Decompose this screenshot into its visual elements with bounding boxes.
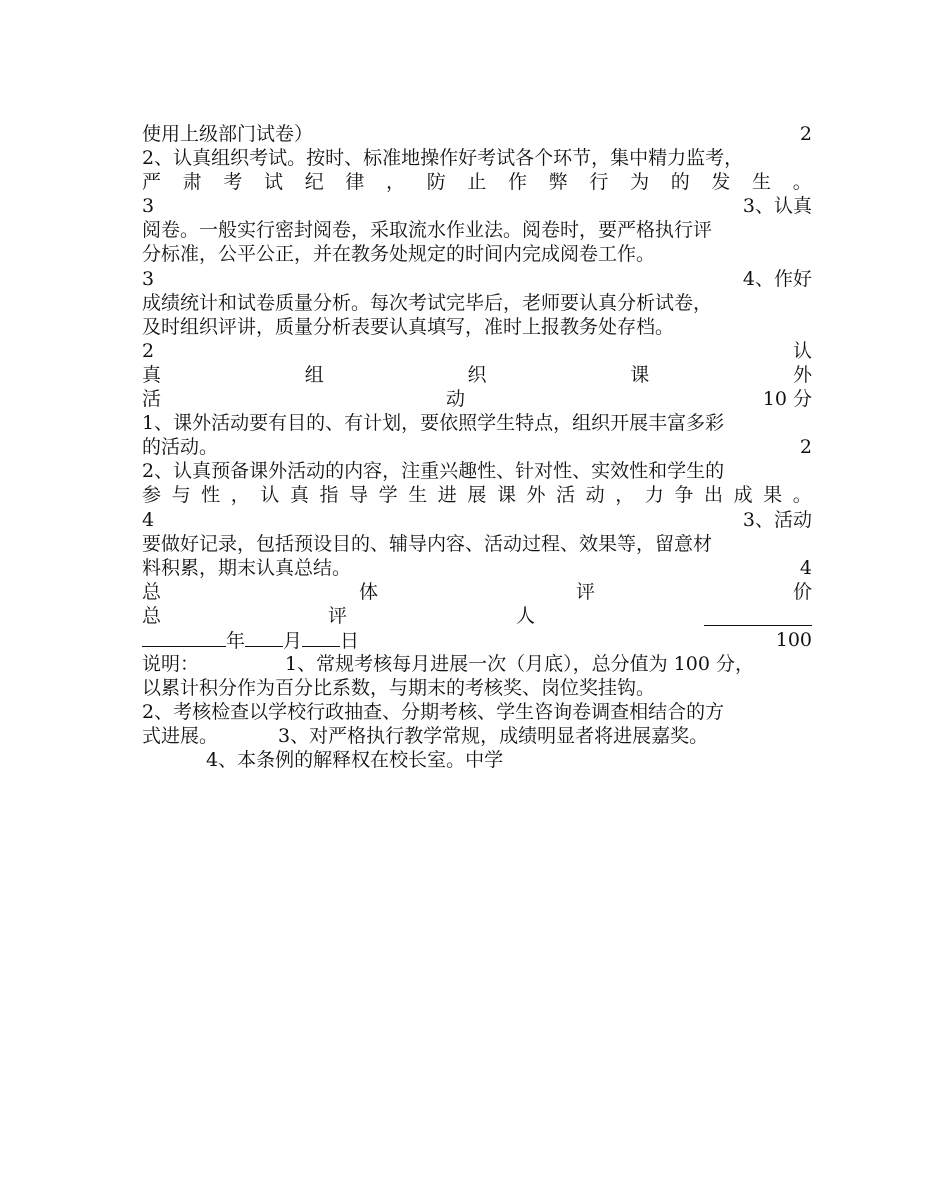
justified-line (142, 170, 812, 194)
char: 生 (752, 171, 772, 194)
char: 力 (644, 484, 664, 507)
char: 组 (304, 363, 324, 386)
justified-line (142, 483, 812, 507)
text-segment: 1、常规考核每月进展一次（月底），总分值为 100 分， (285, 653, 754, 676)
char: 总 (142, 580, 162, 603)
char: 。 (792, 171, 812, 194)
score-number: 2 (799, 436, 812, 459)
char: ， (615, 484, 635, 507)
month-label: 月 (283, 629, 303, 652)
char: 止 (467, 171, 487, 194)
char: 认 (260, 484, 280, 507)
char: 真 (142, 363, 162, 386)
char: 弊 (548, 171, 568, 194)
date-line (142, 628, 812, 652)
justified-line (142, 363, 812, 387)
text-line: 及时组织评讲，质量分析表要认真填写，准时上报教务处存档。 (142, 315, 675, 338)
char: 课 (496, 484, 516, 507)
text-line: 成绩统计和试卷质量分析。每次考试完毕后，老师要认真分析试卷， (142, 291, 713, 314)
text-line (142, 194, 812, 218)
date-blank (245, 628, 283, 647)
signature-blank (704, 607, 812, 626)
char: 防 (426, 171, 446, 194)
date-blank (142, 628, 226, 647)
char: 评 (328, 604, 348, 627)
score-number: 2 (142, 339, 155, 362)
char: 动 (446, 388, 466, 411)
score-number: 2 (799, 123, 812, 145)
text-line (142, 435, 812, 459)
char: 发 (711, 171, 731, 194)
text-segment: 料积累，期末认真总结。 (142, 556, 352, 579)
char: 生 (408, 484, 428, 507)
score-number: 4 (142, 508, 155, 531)
total-score: 100 (775, 628, 812, 651)
char: 参 (142, 484, 162, 507)
char: 真 (289, 484, 309, 507)
text-line (142, 267, 812, 291)
char: 肃 (182, 171, 202, 194)
char: 织 (467, 363, 487, 386)
char: 争 (674, 484, 694, 507)
year-label: 年 (226, 629, 246, 652)
char: 评 (575, 580, 595, 603)
score-number: 4 (799, 556, 812, 579)
char: 为 (630, 171, 650, 194)
char: 试 (264, 171, 284, 194)
text-segment: 3、活动 (742, 508, 812, 531)
document-body (142, 122, 812, 773)
text-line (142, 652, 812, 676)
char: 严 (142, 171, 162, 194)
score-number: 3 (142, 267, 155, 290)
char: 外 (792, 363, 812, 386)
text-line: 2、考核检查以学校行政抽查、分期考核、学生咨询卷调查相结合的方 (142, 701, 725, 724)
text-segment: 的活动。 (142, 436, 219, 459)
char: 出 (703, 484, 723, 507)
text-line: 2、认真组织考试。按时、标准地操作好考试各个环节，集中精力监考， (142, 147, 744, 170)
char: 指 (319, 484, 339, 507)
char: 性 (201, 484, 221, 507)
section-score: 10 分 (762, 388, 812, 411)
char: 展 (467, 484, 487, 507)
char: 学 (378, 484, 398, 507)
text-line (142, 556, 812, 580)
justified-line (142, 580, 812, 604)
text-line: 阅卷。一般实行密封阅卷，采取流水作业法。阅卷时，要严格执行评 (142, 219, 713, 242)
text-line (142, 387, 812, 411)
char: 外 (526, 484, 546, 507)
char: 与 (171, 484, 191, 507)
char: 成 (733, 484, 753, 507)
char: 价 (792, 580, 812, 603)
text-segment: 使用上级部门试卷） (142, 123, 314, 145)
char: ， (230, 484, 250, 507)
char: 体 (358, 580, 378, 603)
char: 课 (630, 363, 650, 386)
text-line (142, 122, 812, 146)
char: 活 (556, 484, 576, 507)
day-label: 日 (340, 629, 360, 652)
text-line (142, 724, 812, 748)
text-line: 分标准，公平公正，并在教务处规定的时间内完成阅卷工作。 (142, 243, 656, 266)
char: 果 (763, 484, 783, 507)
char: 总 (142, 604, 162, 627)
char: 的 (670, 171, 690, 194)
text-line (142, 508, 812, 532)
text-line: 4、本条例的解释权在校长室。中学 (206, 749, 504, 772)
date-blank (302, 628, 340, 647)
char: 人 (516, 604, 536, 627)
char: 进 (437, 484, 457, 507)
char: 律 (345, 171, 365, 194)
text-line: 2、认真预备课外活动的内容，注重兴趣性、针对性、实效性和学生的 (142, 460, 725, 483)
text-segment: 认 (792, 339, 812, 362)
char: 导 (349, 484, 369, 507)
text-segment: 4、作好 (742, 267, 812, 290)
text-line (142, 339, 812, 363)
text-segment: 式进展。 (142, 725, 219, 748)
text-line: 以累计积分作为百分比系数，与期末的考核奖、岗位奖挂钩。 (142, 677, 656, 700)
text-line: 1、课外活动要有目的、有计划，要依照学生特点，组织开展丰富多彩 (142, 412, 725, 435)
note-heading: 说明： (142, 653, 200, 676)
char: 作 (508, 171, 528, 194)
char: 动 (585, 484, 605, 507)
char: ， (386, 171, 406, 194)
char: 纪 (304, 171, 324, 194)
text-segment: 3、认真 (742, 195, 812, 218)
char: 考 (223, 171, 243, 194)
text-segment: 3、对严格执行教学常规，成绩明显者将进展嘉奖。 (278, 725, 709, 748)
text-line (142, 604, 812, 628)
char: 活 (142, 388, 162, 411)
char: 。 (792, 484, 812, 507)
char: 行 (589, 171, 609, 194)
text-line: 要做好记录，包括预设目的、辅导内容、活动过程、效果等，留意材 (142, 532, 713, 555)
score-number: 3 (142, 195, 155, 218)
